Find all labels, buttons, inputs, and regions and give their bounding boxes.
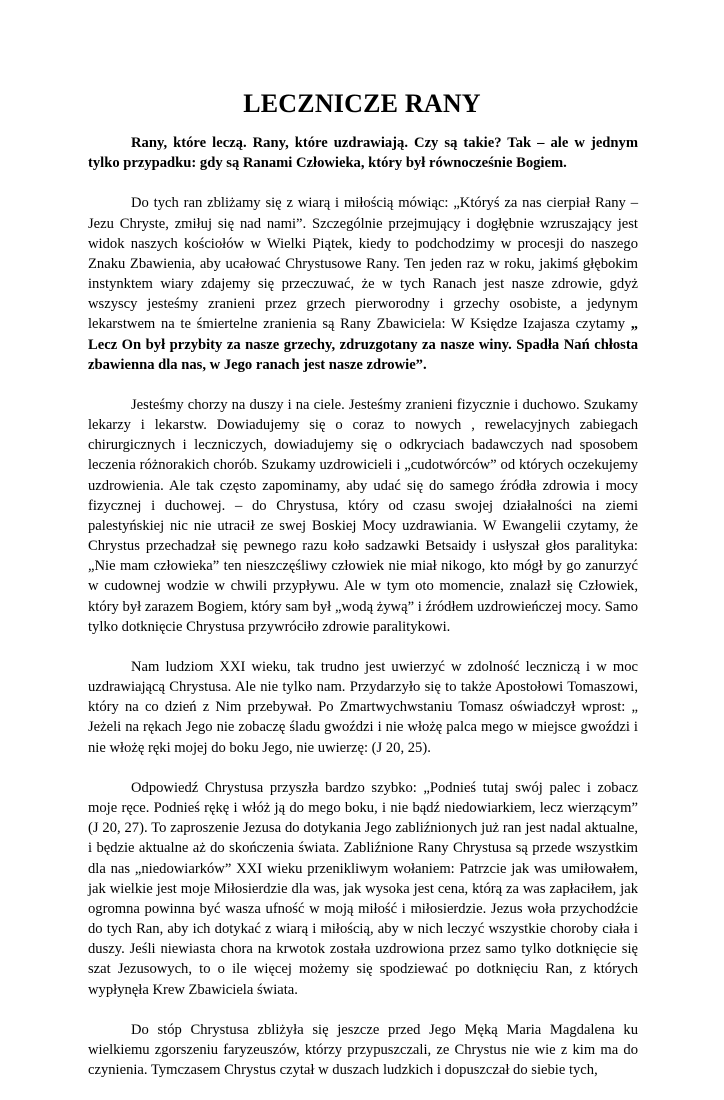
paragraph-4: Odpowiedź Chrystusa przyszła bardzo szybko: „Podnieś tutaj swój palec i zobacz moje ręce. Podnieś rękę i włóż ją do mego boku, i nie bądź niedowiarkiem, lecz wierzącym” (J 20, 27). To zaproszenie Jezusa do dotykania Jego zabliźnionych już ran jest nadal aktualne, i będzie aktualne aż do skończenia świata. Zabliźnione Rany Chrystusa są przede wszystkim dla nas „niedowiarków” XXI wieku przenikliwym wołaniem: Patrzcie jak was umiłowałem, jak wielkie jest moje Miłosierdzie dla was, jak wysoka jest cena, którą za was zapłaciłem, jak ogromna powinna być wasza ufność w moją miłość i miłosierdzie. Jezus woła przychodźcie do tych Ran, aby ich dotykać z wiarą i miłością, aby w nich leczyć wszystkie choroby ciała i duszy. Jeśli niewiasta chora na krwotok została uzdrowiona przez samo tylko dotknięcie się szat Jezusowych, to o ile więcej możemy się spodziewać po dotknięciu Ran, z których wypłynęła Krew Zbawiciela świata. (88, 779, 638, 998)
isaiah-quote: „ Lecz On był przybity za nasze grzechy, zdruzgotany za nasze winy. Spadła Nań chłosta zbawienna dla nas, w Jego ranach jest nasze zdrowie”. (88, 316, 638, 373)
paragraph-2: Jesteśmy chorzy na duszy i na ciele. Jesteśmy zranieni fizycznie i duchowo. Szukamy lekarzy i lekarstw. Dowiadujemy się o coraz to nowych , rewelacyjnych zabiegach chirurgicznych i leczniczych, dowiadujemy się o odkryciach badawczych nad sposobem leczenia różnorakich chorób. Szukamy uzdrowicieli i „cudotwórców” od których oczekujemy uzdrowienia. Ale tak często zapominamy, aby udać się do samego źródła zdrowia i mocy fizycznej i duchowej. – do Chrystusa, który od czasu swojej działalności na ziemi palestyńskiej nic nie utracił ze swej Boskiej Mocy uzdrawiania. W Ewangelii czytamy, że Chrystus przechadzał się pewnego razu koło sadzawki Betsaidy i usłyszał głos paralityka: „Nie mam człowieka” ten nieszczęśliwy człowiek nie miał nikogo, kto mógł by go zanurzyć w cudownej wodzie w chwili przypływu. Ale w tym oto momencie, znalazł się Człowiek, który był zarazem Bogiem, który sam był „wodą żywą” i źródłem uzdrowieńczej mocy. Samo tylko dotknięcie Chrystusa przywróciło zdrowie paralitykowi. (88, 397, 638, 635)
lead-paragraph: Rany, które leczą. Rany, które uzdrawiają. Czy są takie? Tak – ale w jednym tylko przypadku: gdy są Ranami Człowieka, który był równocześnie Bogiem. (88, 135, 638, 172)
paragraph-1-text: Do tych ran zbliżamy się z wiarą i miłością mówiąc: „Któryś za nas cierpiał Rany – Jezu Chryste, zmiłuj się nad nami”. Szczególnie przejmujący i dogłębnie wzruszający jest widok naszych kościołów w Wielki Piątek, kiedy to podchodzimy w procesji do naszego Znaku Zbawienia, aby ucałować Chrystusowe Rany. Ten jeden raz w roku, jakimś głębokim instynktem wiary zdajemy się przeczuwać, że w tych Ranach jest nasze zdrowie, gdyż wszyscy jesteśmy zranieni przez grzech pierworodny i grzechy osobiste, a jedynym lekarstwem na te śmiertelne zranienia są Rany Zbawiciela: W Księdze Izajasza czytamy (88, 195, 638, 333)
paragraph-5: Do stóp Chrystusa zbliżyła się jeszcze przed Jego Męką Maria Magdalena ku wielkiemu zgorszeniu faryzeuszów, którzy przypuszczali, ze Chrystus nie wie z kim ma do czynienia. Tymczasem Chrystus czytał w duszach ludzkich i dopuszczał do siebie tych, (88, 1021, 638, 1079)
paragraph-3: Nam ludziom XXI wieku, tak trudno jest uwierzyć w zdolność leczniczą i w moc uzdrawiającą Chrystusa. Ale nie tylko nam. Przydarzyło się to także Apostołowi Tomaszowi, który na co dzień z Nim przebywał. Po Zmartwychwstaniu Tomasz oświadczył wprost: „ Jeżeli na rękach Jego nie zobaczę śladu gwoździ i nie włożę palca mego w miejsce gwoździ i nie włożę ręki mojej do boku Jego, nie uwierzę: (J 20, 25). (88, 659, 638, 756)
page-title: LECZNICZE RANY (243, 89, 481, 118)
paragraph-1 (88, 193, 638, 374)
document-body (88, 133, 638, 1100)
